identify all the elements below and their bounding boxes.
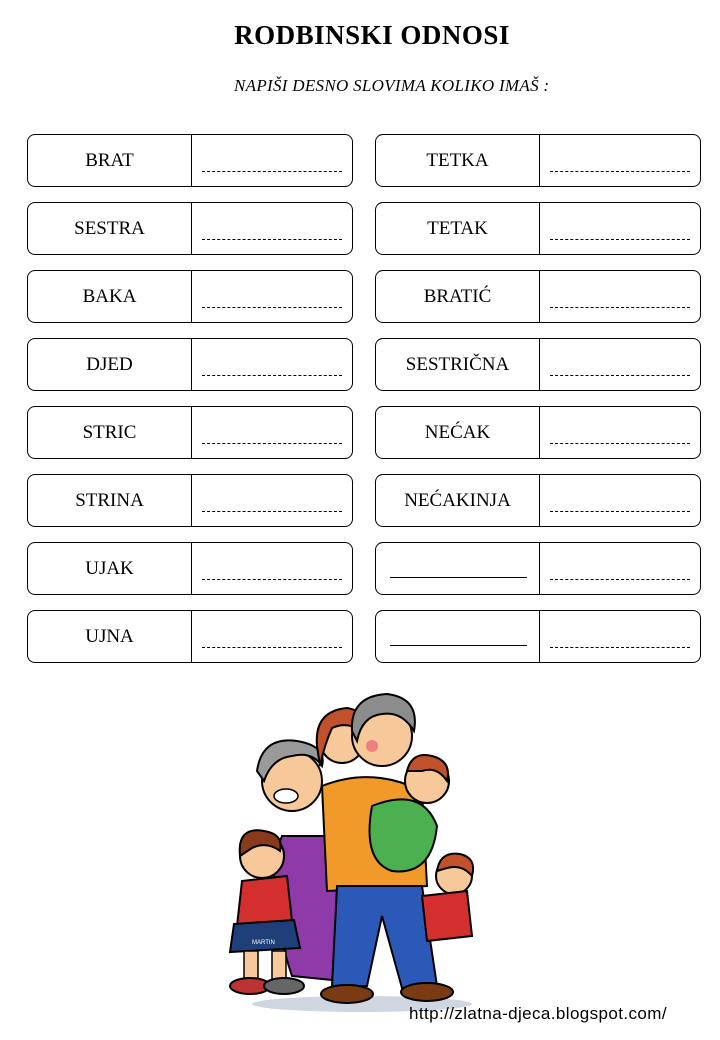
answer-field[interactable]: [540, 543, 700, 594]
answer-field[interactable]: [192, 611, 352, 662]
relative-row-blank: [375, 610, 701, 663]
relative-label: STRINA: [28, 475, 192, 526]
answer-dotted-line: [202, 511, 342, 512]
answer-dotted-line: [550, 375, 690, 376]
relative-label: TETAK: [376, 203, 540, 254]
answer-dotted-line: [550, 647, 690, 648]
answer-field[interactable]: [540, 475, 700, 526]
answer-field[interactable]: [192, 135, 352, 186]
answer-dotted-line: [202, 443, 342, 444]
answer-dotted-line: [202, 171, 342, 172]
relative-row: [375, 202, 701, 255]
relative-label: NEĆAK: [376, 407, 540, 458]
footer-url[interactable]: http://zlatna-djeca.blogspot.com/: [409, 1004, 667, 1023]
family-hug-illustration: [222, 686, 490, 1016]
relative-label: UJNA: [28, 611, 192, 662]
answer-dotted-line: [550, 239, 690, 240]
answer-field[interactable]: [540, 339, 700, 390]
instructions: NAPIŠI DESNO SLOVIMA KOLIKO IMAŠ :: [234, 76, 550, 95]
relative-label: DJED: [28, 339, 192, 390]
label-write-line: [390, 645, 527, 646]
relative-label: UJAK: [28, 543, 192, 594]
relatives-list-left: [27, 134, 353, 678]
answer-dotted-line: [550, 579, 690, 580]
relative-label: BRAT: [28, 135, 192, 186]
girl-top: [237, 876, 292, 926]
answer-dotted-line: [550, 307, 690, 308]
label-write-line: [390, 577, 527, 578]
boy-shirt: [422, 891, 472, 941]
relative-label: TETKA: [376, 135, 540, 186]
relative-row: [27, 134, 353, 187]
answer-field[interactable]: [192, 339, 352, 390]
relative-row: [27, 406, 353, 459]
relative-label: BAKA: [28, 271, 192, 322]
answer-field[interactable]: [192, 475, 352, 526]
answer-dotted-line: [202, 239, 342, 240]
relative-label-blank[interactable]: [376, 543, 540, 594]
relative-label: BRATIĆ: [376, 271, 540, 322]
relative-label: NEĆAKINJA: [376, 475, 540, 526]
relative-row: [27, 542, 353, 595]
girl-skirt: [230, 920, 300, 952]
relatives-list-right: [375, 134, 701, 678]
relative-row: [375, 134, 701, 187]
answer-dotted-line: [550, 171, 690, 172]
relative-row: [27, 202, 353, 255]
relative-row: [27, 338, 353, 391]
relative-label-blank[interactable]: [376, 611, 540, 662]
answer-field[interactable]: [540, 407, 700, 458]
answer-dotted-line: [550, 511, 690, 512]
answer-field[interactable]: [540, 271, 700, 322]
relative-row: [27, 474, 353, 527]
answer-dotted-line: [202, 307, 342, 308]
relative-label: STRIC: [28, 407, 192, 458]
artist-signature: MARTIN: [252, 940, 275, 946]
relative-row: [27, 270, 353, 323]
answer-dotted-line: [550, 443, 690, 444]
relative-row: [27, 610, 353, 663]
baby-blanket: [370, 799, 438, 871]
relative-label: SESTRIČNA: [376, 339, 540, 390]
father-pants: [332, 886, 437, 988]
answer-field[interactable]: [192, 407, 352, 458]
answer-field[interactable]: [540, 203, 700, 254]
answer-dotted-line: [202, 647, 342, 648]
relative-row-blank: [375, 542, 701, 595]
answer-field[interactable]: [540, 135, 700, 186]
relative-row: [375, 338, 701, 391]
answer-field[interactable]: [192, 271, 352, 322]
relative-row: [375, 474, 701, 527]
page-title: RODBINSKI ODNOSI: [234, 20, 510, 50]
answer-field[interactable]: [540, 611, 700, 662]
answer-dotted-line: [202, 579, 342, 580]
answer-field[interactable]: [192, 543, 352, 594]
relative-label: SESTRA: [28, 203, 192, 254]
relative-row: [375, 270, 701, 323]
relative-row: [375, 406, 701, 459]
answer-field[interactable]: [192, 203, 352, 254]
answer-dotted-line: [202, 375, 342, 376]
